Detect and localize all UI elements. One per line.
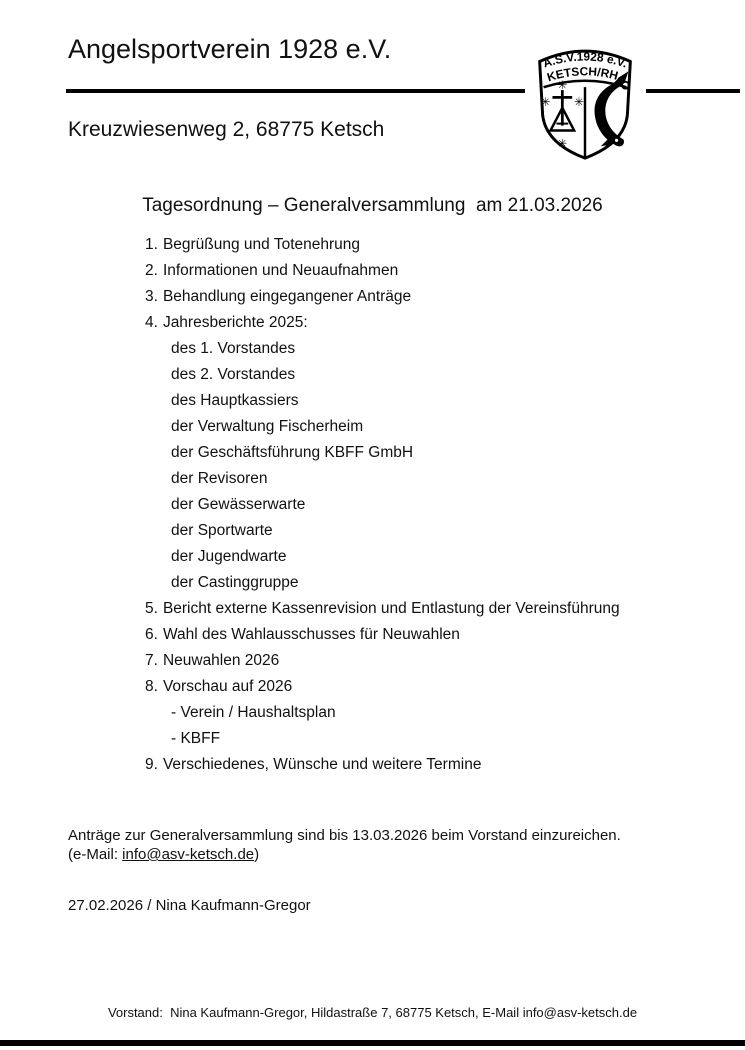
agenda-item <box>145 700 685 726</box>
agenda-item-number: 1. <box>145 236 158 253</box>
agenda-item-text: des 1. Vorstandes <box>171 340 296 357</box>
email-suffix: ) <box>254 846 260 863</box>
agenda-item-number: 4. <box>145 314 158 331</box>
agenda-item-text: des 2. Vorstandes <box>171 366 296 383</box>
header-rule-right <box>646 89 740 93</box>
agenda-item <box>145 596 685 622</box>
agenda-item-text: der Sportwarte <box>171 522 273 539</box>
agenda-item <box>145 752 685 778</box>
crest-text-line1: A.S.V.1928 e.V. <box>541 49 630 71</box>
agenda-list <box>145 232 685 778</box>
agenda-item-text: der Jugendwarte <box>171 548 287 565</box>
agenda-item <box>145 648 685 674</box>
club-address: Kreuzwiesenweg 2, 68775 Ketsch <box>68 118 385 141</box>
agenda-item-text: der Gewässerwarte <box>171 496 306 513</box>
agenda-item-number: 9. <box>145 756 158 773</box>
agenda-item <box>145 284 685 310</box>
agenda-item-text: Wahl des Wahlausschusses für Neuwahlen <box>162 626 460 643</box>
footer-contact: Vorstand: Nina Kaufmann-Gregor, Hildastraße 7, 68775 Ketsch, E-Mail info@asv-ketsch.de <box>107 1005 638 1020</box>
email-link[interactable]: info@asv-ketsch.de <box>122 846 255 863</box>
agenda-item-number: 5. <box>145 600 158 617</box>
agenda-item <box>145 544 685 570</box>
date-signature: 27.02.2026 / Nina Kaufmann-Gregor <box>68 897 311 914</box>
agenda-item-number: 8. <box>145 678 158 695</box>
email-line <box>68 845 668 864</box>
agenda-item <box>145 414 685 440</box>
agenda-item-text: der Revisoren <box>171 470 268 487</box>
agenda-item-text: Vorschau auf 2026 <box>162 678 293 695</box>
agenda-item-text: der Verwaltung Fischerheim <box>171 418 364 435</box>
svg-text:✳: ✳ <box>557 136 568 151</box>
agenda-item <box>145 310 685 336</box>
agenda-item <box>145 492 685 518</box>
deadline-text: Anträge zur Generalversammlung sind bis 13.03.2026 beim Vorstand einzureichen. <box>68 827 621 844</box>
agenda-item-text: Jahresberichte 2025: <box>162 314 308 331</box>
agenda-item-number: 6. <box>145 626 158 643</box>
svg-text:✳: ✳ <box>540 94 551 109</box>
scan-edge-bar <box>0 1040 745 1046</box>
agenda-item-number: 2. <box>145 262 158 279</box>
agenda-item <box>145 336 685 362</box>
agenda-item <box>145 726 685 752</box>
agenda-title: Tagesordnung – Generalversammlung am 21.03.2026 <box>142 195 603 216</box>
agenda-item <box>145 258 685 284</box>
header-rule-left <box>66 89 525 93</box>
club-crest-logo <box>524 28 646 166</box>
agenda-item <box>145 518 685 544</box>
agenda-item-text: - Verein / Haushaltsplan <box>171 704 336 721</box>
svg-text:✳: ✳ <box>574 94 585 109</box>
agenda-item-text: der Castinggruppe <box>171 574 299 591</box>
agenda-item-text: Informationen und Neuaufnahmen <box>162 262 399 279</box>
agenda-item-text: Behandlung eingegangener Anträge <box>162 288 412 305</box>
agenda-item <box>145 388 685 414</box>
agenda-item <box>145 440 685 466</box>
agenda-item-text: Bericht externe Kassenrevision und Entlastung der Vereinsführung <box>162 600 620 617</box>
svg-text:✳: ✳ <box>557 78 568 93</box>
agenda-item <box>145 622 685 648</box>
club-name-heading: Angelsportverein 1928 e.V. <box>68 34 392 64</box>
agenda-item-number: 7. <box>145 652 158 669</box>
agenda-item-text: der Geschäftsführung KBFF GmbH <box>171 444 414 461</box>
agenda-item-text: Verschiedenes, Wünsche und weitere Termine <box>162 756 482 773</box>
crest-text-line2: KETSCH/RH. <box>545 64 624 85</box>
agenda-item <box>145 570 685 596</box>
agenda-item-text: des Hauptkassiers <box>171 392 299 409</box>
agenda-item-text: - KBFF <box>171 730 221 747</box>
agenda-item <box>145 362 685 388</box>
agenda-item-text: Begrüßung und Totenehrung <box>162 236 361 253</box>
agenda-item-text: Neuwahlen 2026 <box>162 652 280 669</box>
agenda-item <box>145 674 685 700</box>
email-prefix: (e-Mail: <box>68 846 123 863</box>
agenda-item-number: 3. <box>145 288 158 305</box>
submission-note <box>68 826 668 864</box>
agenda-item <box>145 466 685 492</box>
agenda-item <box>145 232 685 258</box>
